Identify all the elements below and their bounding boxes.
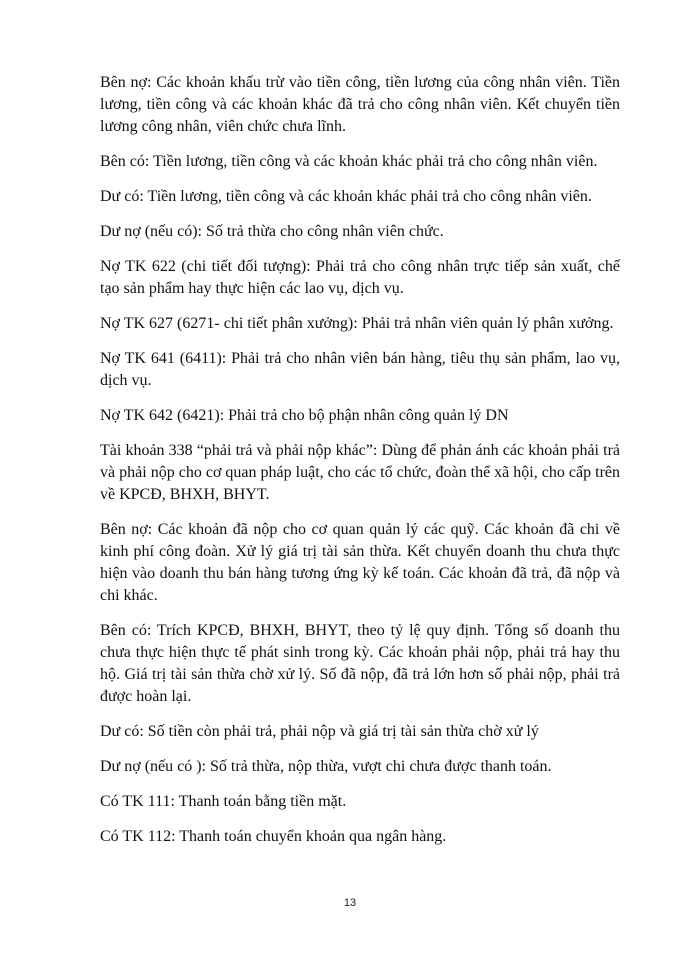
paragraph-no-tk-622: Nợ TK 622 (chi tiết đối tượng): Phải trả cho công nhân trực tiếp sản xuất, chế tạo sản phẩm hay thực hiện các lao vụ, dịch vụ. (100, 258, 620, 297)
paragraph-ben-no-338: Bên nợ: Các khoản đã nộp cho cơ quan quản lý các quỹ. Các khoản đã chi về kinh phí công đoàn. Xử lý giá trị tài sản thừa. Kết chuyển doanh thu chưa thực hiện vào doanh thu bán hàng tương ứng kỳ kế toán. Các khoản đã trả, đã nộp và chi khác. (100, 521, 620, 604)
paragraph-du-co-338: Dư có: Số tiền còn phải trả, phải nộp và giá trị tài sản thừa chờ xử lý (100, 723, 539, 740)
paragraph-no-tk-641: Nợ TK 641 (6411): Phải trả cho nhân viên bán hàng, tiêu thụ sản phẩm, lao vụ, dịch vụ. (100, 350, 620, 389)
page-body (100, 72, 620, 861)
paragraph-no-tk-642: Nợ TK 642 (6421): Phải trả cho bộ phận nhân công quản lý DN (100, 407, 509, 424)
paragraph-du-co-luong: Dư có: Tiền lương, tiền công và các khoản khác phải trả cho công nhân viên. (100, 188, 592, 205)
paragraph-du-no-338: Dư nợ (nếu có ): Số trả thừa, nộp thừa, vượt chi chưa được thanh toán. (100, 758, 552, 775)
paragraph-no-tk-627: Nợ TK 627 (6271- chi tiết phân xưởng): Phải trả nhân viên quản lý phân xưởng. (100, 315, 614, 332)
paragraph-co-tk-111: Có TK 111: Thanh toán bằng tiền mặt. (100, 793, 347, 810)
paragraph-co-tk-112: Có TK 112: Thanh toán chuyển khoản qua ngân hàng. (100, 828, 447, 845)
paragraph-ben-co-luong: Bên có: Tiền lương, tiền công và các khoản khác phải trả cho công nhân viên. (100, 153, 598, 170)
paragraph-tai-khoan-338: Tài khoản 338 “phải trả và phải nộp khác”: Dùng để phản ánh các khoản phải trả và phải nộp cho cơ quan pháp luật, cho các tổ chức, đoàn thể xã hội, cho cấp trên về KPCĐ, BHXH, BHYT. (100, 442, 620, 503)
paragraph-ben-co-338: Bên có: Trích KPCĐ, BHXH, BHYT, theo tỷ lệ quy định. Tổng số doanh thu chưa thực hiện thực tế phát sinh trong kỳ. Các khoản phải nộp, phải trả hay thu hộ. Giá trị tài sản thừa chờ xử lý. Số đã nộp, đã trả lớn hơn số phải nộp, phải trả được hoàn lại. (100, 622, 620, 705)
page-number: 13 (343, 897, 357, 909)
paragraph-du-no-luong: Dư nợ (nếu có): Số trả thừa cho công nhân viên chức. (100, 223, 444, 240)
paragraph-ben-no-luong: Bên nợ: Các khoản khấu trừ vào tiền công, tiền lương của công nhân viên. Tiền lương, tiền công và các khoản khác đã trả cho công nhân viên. Kết chuyển tiền lương công nhân, viên chức chưa lĩnh. (100, 74, 620, 135)
